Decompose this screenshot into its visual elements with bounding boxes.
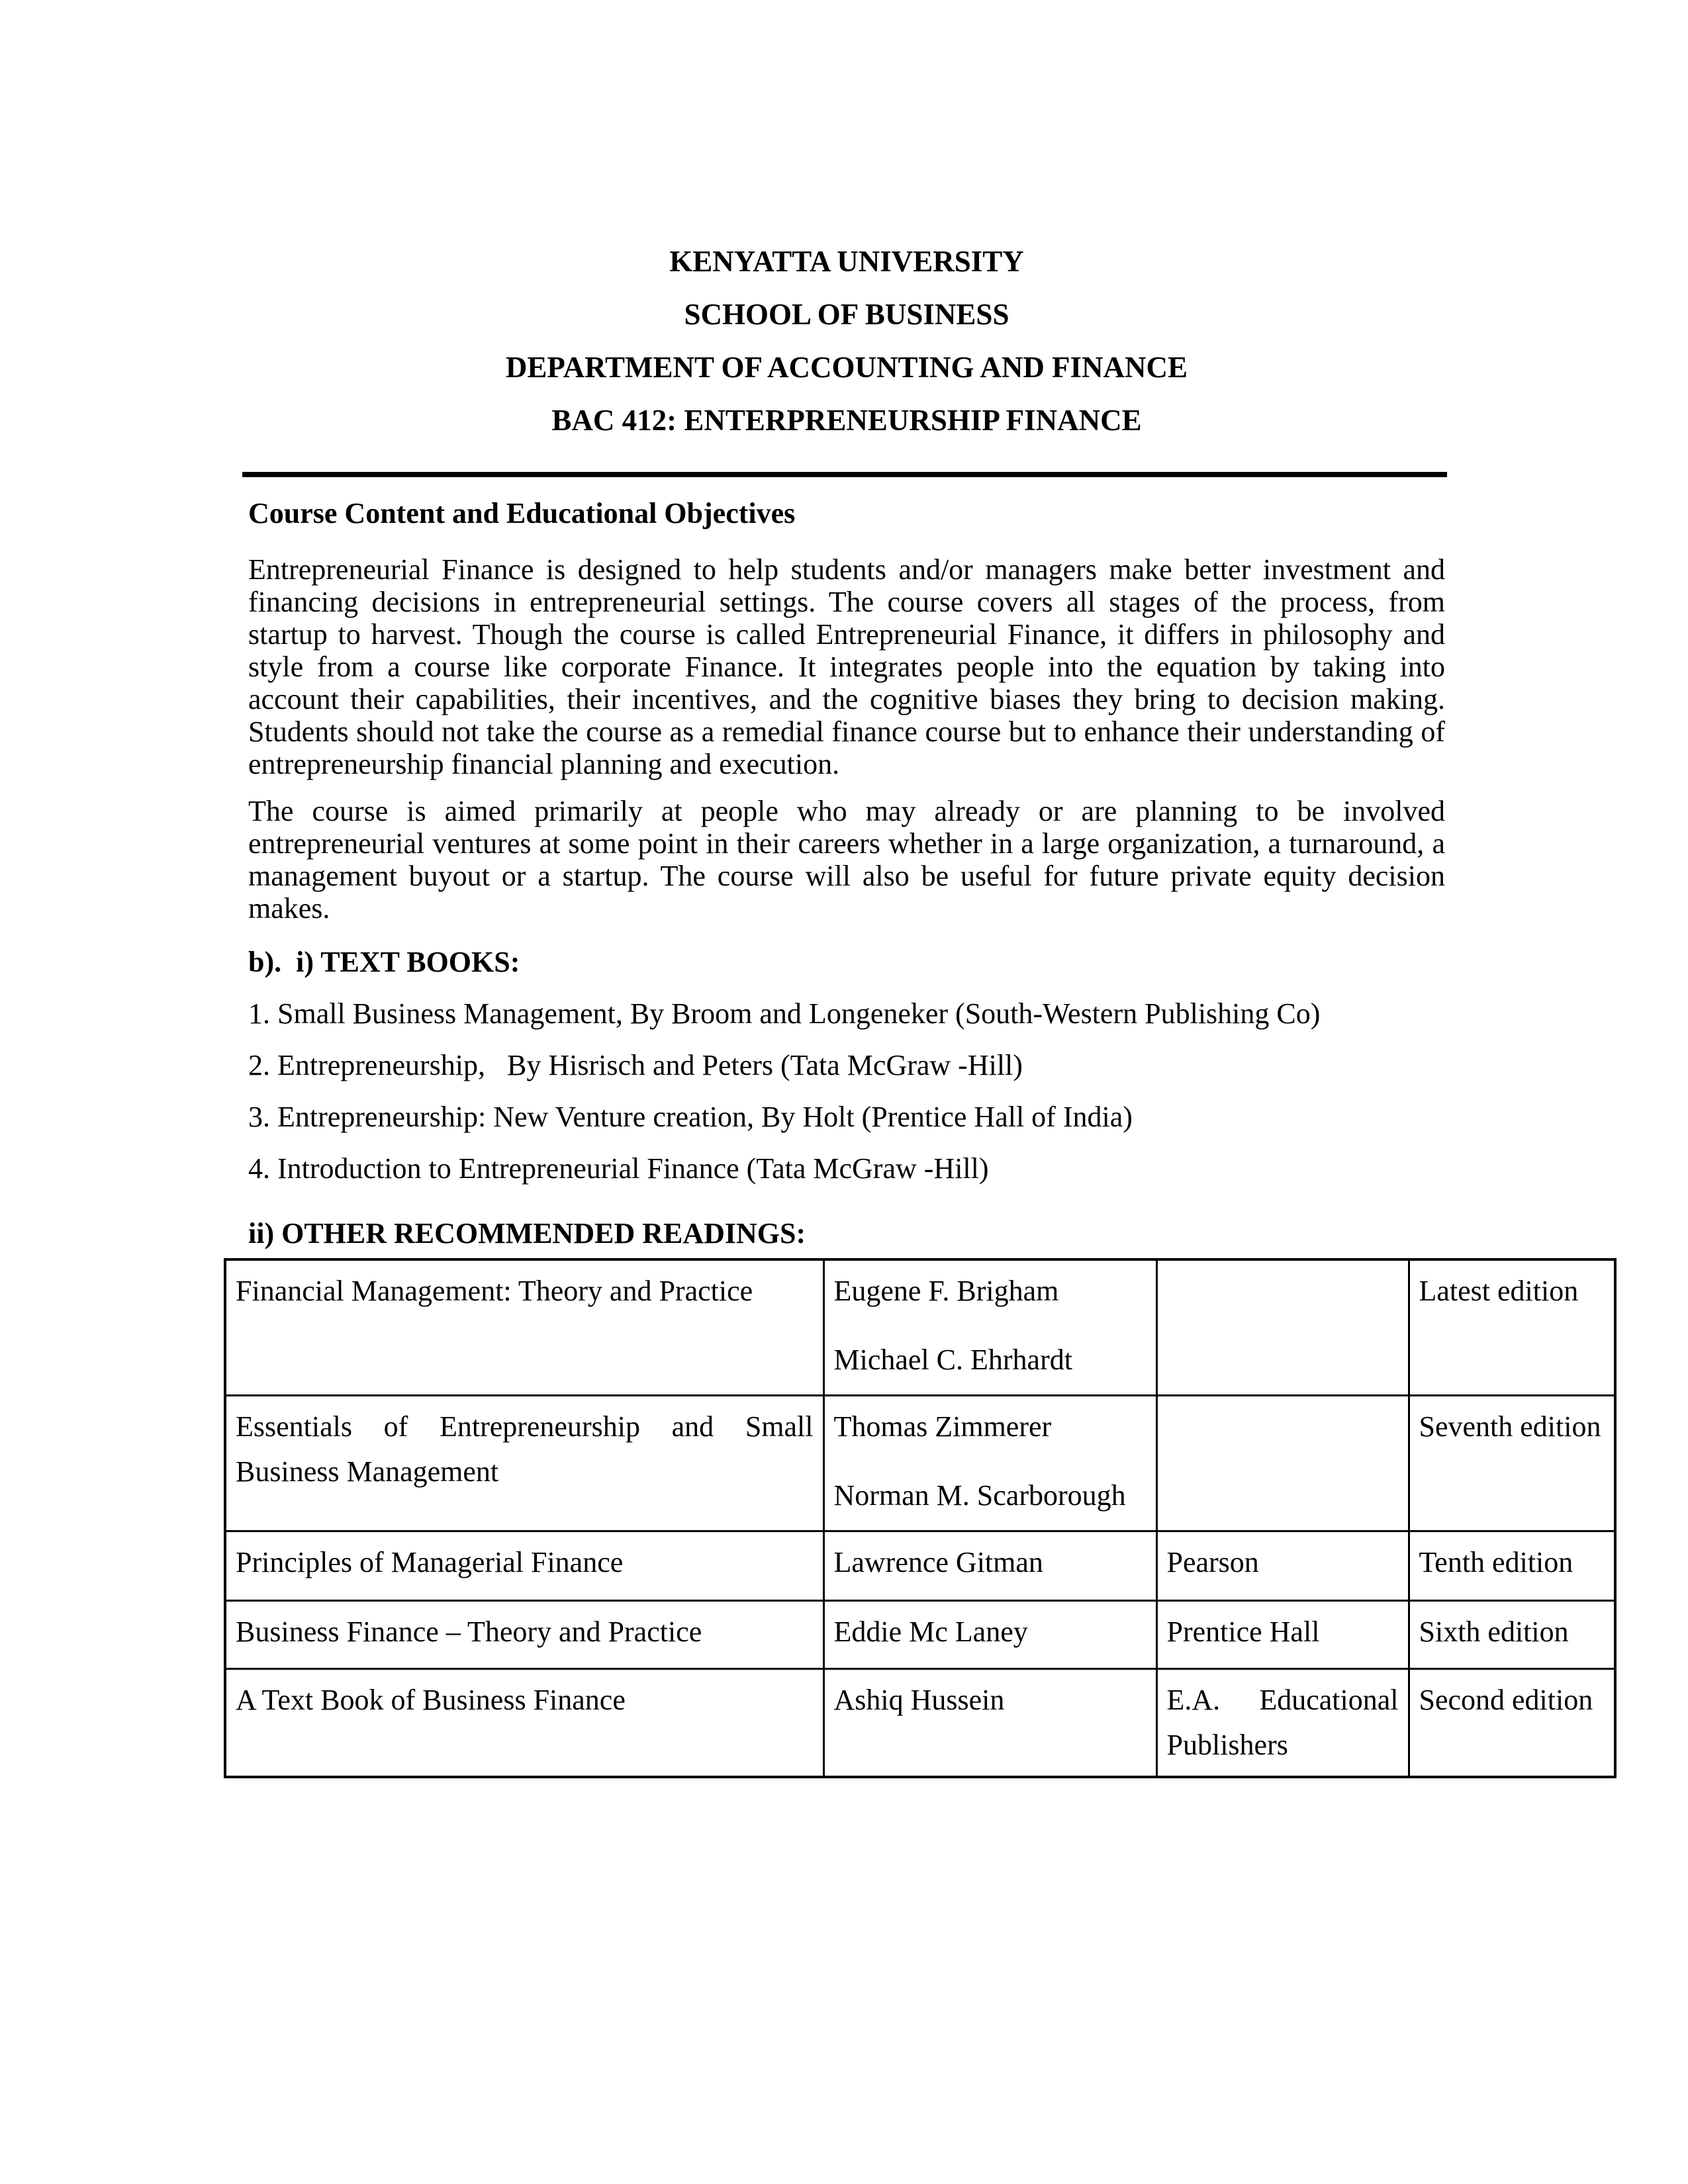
cell-text: Second edition [1419, 1683, 1593, 1716]
cell-text: Essentials of Entrepreneurship and Small Business Management [236, 1410, 814, 1488]
edition-cell [1409, 1531, 1615, 1600]
textbook-item: 2. Entrepreneurship, By Hisrisch and Peters (Tata McGraw -Hill) [248, 1049, 1023, 1081]
textbook-item: 1. Small Business Management, By Broom and Longeneker (South-Western Publishing Co) [248, 997, 1321, 1030]
textbook-item: 3. Entrepreneurship: New Venture creation, By Holt (Prentice Hall of India) [248, 1101, 1133, 1133]
edition-cell [1409, 1259, 1615, 1395]
course-title: BAC 412: ENTERPRENEURSHIP FINANCE [551, 404, 1142, 437]
publisher-cell [1156, 1395, 1409, 1531]
authors-cell [823, 1395, 1156, 1531]
book-title-cell [225, 1395, 823, 1531]
authors-cell [823, 1600, 1156, 1668]
section-title: Course Content and Educational Objectives [248, 497, 796, 529]
table-row [225, 1531, 1615, 1600]
publisher-cell [1156, 1600, 1409, 1668]
edition-cell [1409, 1395, 1615, 1531]
textbook-item: 4. Introduction to Entrepreneurial Finance (Tata McGraw -Hill) [248, 1152, 989, 1185]
table-row [225, 1600, 1615, 1668]
book-title-cell [225, 1600, 823, 1668]
edition-cell [1409, 1668, 1615, 1777]
cell-text: Eugene F. Brigham [833, 1275, 1059, 1307]
header-divider [242, 472, 1447, 477]
readings-table-body [225, 1259, 1615, 1777]
publisher-cell [1156, 1668, 1409, 1777]
cell-text: Business Finance – Theory and Practice [236, 1615, 702, 1648]
book-title-cell [225, 1259, 823, 1395]
cell-text: Latest edition [1419, 1275, 1579, 1307]
cell-text: Michael C. Ehrhardt [833, 1343, 1072, 1376]
school-title: SCHOOL OF BUSINESS [684, 298, 1009, 331]
cell-text: E.A. Educational Publishers [1166, 1683, 1399, 1761]
cell-text: Pearson [1166, 1545, 1259, 1578]
table-row [225, 1259, 1615, 1395]
cell-text: Tenth edition [1419, 1545, 1573, 1578]
readings-table [224, 1258, 1617, 1778]
cell-text: Thomas Zimmerer [833, 1410, 1052, 1443]
table-row [225, 1668, 1615, 1777]
publisher-cell [1156, 1531, 1409, 1600]
readings-heading: ii) OTHER RECOMMENDED READINGS: [248, 1217, 806, 1250]
book-title-cell [225, 1668, 823, 1777]
authors-cell [823, 1531, 1156, 1600]
textbooks-heading: b). i) TEXT BOOKS: [248, 946, 520, 978]
document-header [248, 235, 1445, 447]
cell-text: A Text Book of Business Finance [236, 1683, 626, 1716]
department-title: DEPARTMENT OF ACCOUNTING AND FINANCE [505, 351, 1188, 384]
cell-text: Sixth edition [1419, 1615, 1569, 1648]
university-title: KENYATTA UNIVERSITY [669, 245, 1024, 278]
cell-text: Seventh edition [1419, 1410, 1601, 1443]
book-title-cell [225, 1531, 823, 1600]
cell-text: Principles of Managerial Finance [236, 1545, 624, 1578]
cell-text: Lawrence Gitman [833, 1545, 1043, 1578]
cell-text: Norman M. Scarborough [833, 1479, 1126, 1512]
cell-text: Financial Management: Theory and Practice [236, 1275, 753, 1307]
course-description-paragraph: Entrepreneurial Finance is designed to help students and/or managers make better investment and financing decisions in entrepreneurial settings. The course covers all stages of the process, from startup to harvest. Though the course is called Entrepreneurial Finance, it differs in philosophy and style from a course like corporate Finance. It integrates people into the equation by taking into account their capabilities, their incentives, and the cognitive biases they bring to decision making. Students should not take the course as a remedial finance course but to enhance their understanding of entrepreneurship financial planning and execution. [248, 553, 1445, 780]
cell-text: Ashiq Hussein [833, 1683, 1005, 1716]
authors-cell [823, 1668, 1156, 1777]
publisher-cell [1156, 1259, 1409, 1395]
table-row [225, 1395, 1615, 1531]
course-audience-paragraph: The course is aimed primarily at people who may already or are planning to be involved entrepreneurial ventures at some point in their careers whether in a large organization, a turnaround, a management buyout or a startup. The course will also be useful for future private equity decision makes. [248, 795, 1445, 925]
cell-text: Eddie Mc Laney [833, 1615, 1028, 1648]
edition-cell [1409, 1600, 1615, 1668]
cell-text: Prentice Hall [1166, 1615, 1320, 1648]
authors-cell [823, 1259, 1156, 1395]
